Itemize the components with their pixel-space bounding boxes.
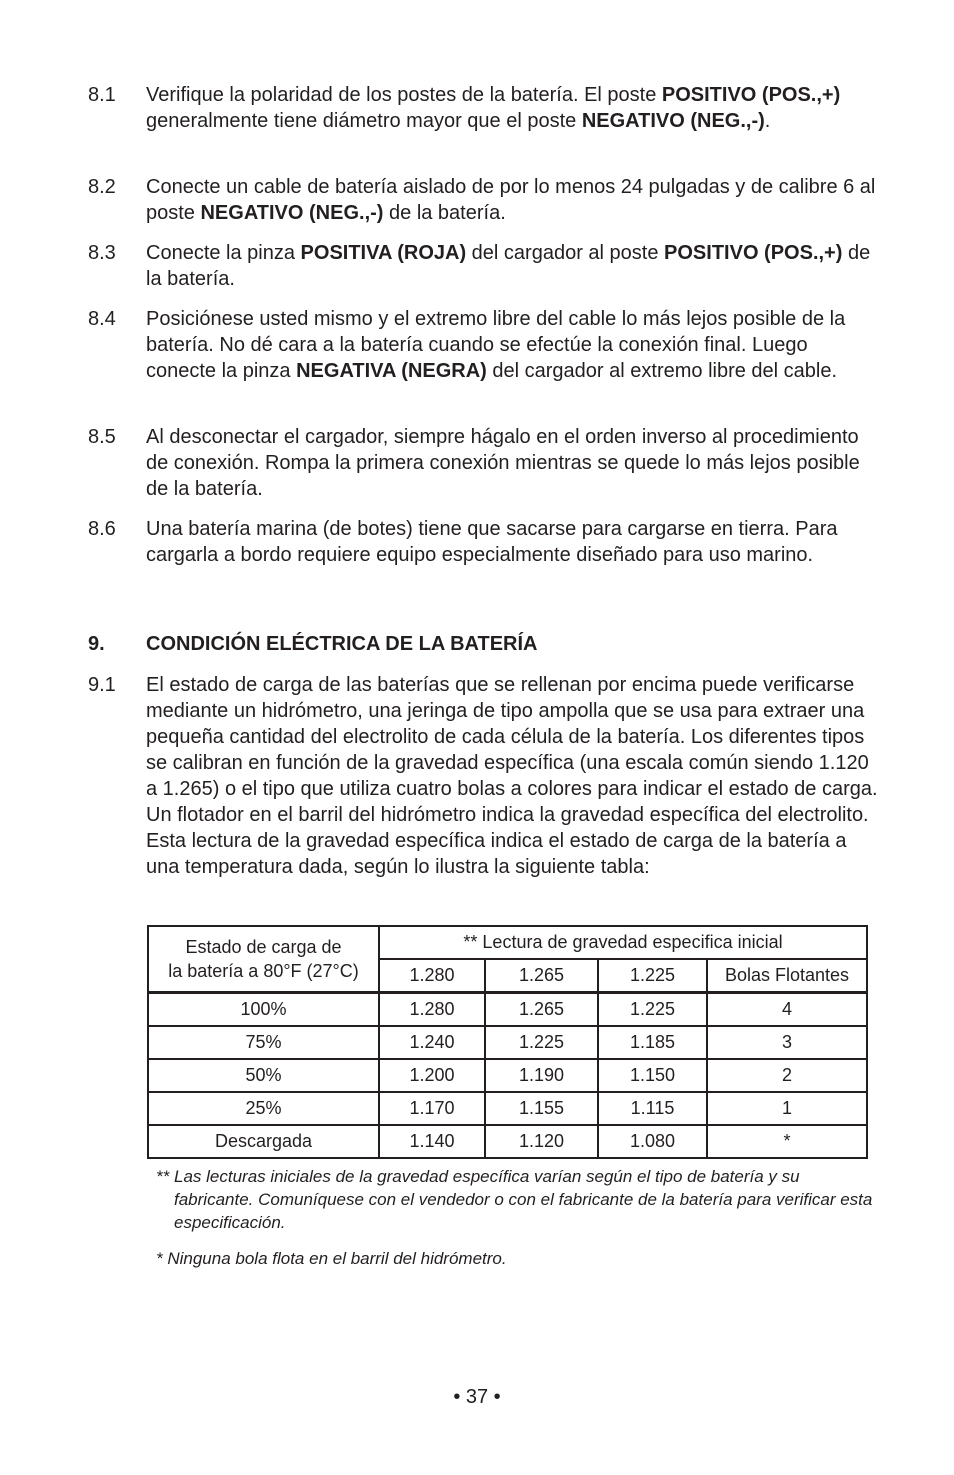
item-8-6 [88,516,878,568]
table-cell: 4 [707,993,867,1027]
item-number: 9.1 [88,674,116,696]
table-cell: 75% [148,1026,379,1059]
table-cell: 1.150 [598,1059,707,1092]
bold-term: NEGATIVA (NEGRA) [296,360,487,382]
table-row [148,1026,867,1059]
item-number: 8.4 [88,308,116,330]
table-cell: 1.155 [485,1092,598,1125]
bold-term: POSITIVA (ROJA) [300,242,467,264]
item-text: El estado de carga de las baterías que se rellenan por encima puede verificarse mediante un hidrómetro, una jeringa de tipo ampolla que se usa para extraer una pequeña cantidad del electrolito de cada célula de la batería. Los diferentes tipos se calibran en función de la gravedad específica (una escala común siendo 1.120 a 1.265) o el tipo que utiliza cuatro bolas a colores para indicar el estado de carga. Un flotador en el barril del hidrómetro indica la gravedad específica del electrolito. Esta lectura de la gravedad específica indica el estado de carga de la batería a una temperatura dada, según lo ilustra la siguiente tabla: [146,674,878,878]
subheader-cell: 1.280 [379,959,485,993]
table-cell: * [707,1125,867,1158]
bold-term: POSITIVO (POS.,+) [664,242,843,264]
table-cell: 1.240 [379,1026,485,1059]
table-cell: 1.080 [598,1125,707,1158]
text-run: Conecte la pinza [146,242,301,264]
item-text [146,82,878,134]
item-8-3 [88,240,878,292]
text-run: Una batería marina (de botes) tiene que sacarse para cargarse en tierra. Para cargarla a bordo requiere equipo especialmente diseñado para uso marino. [146,518,838,566]
table-cell: 3 [707,1026,867,1059]
state-of-charge-header [148,926,379,993]
subheader-cell: 1.265 [485,959,598,993]
table-row [148,993,867,1027]
item-9-1 [88,672,878,880]
table-cell: 25% [148,1092,379,1125]
table-cell: 1.115 [598,1092,707,1125]
footnote-balls: * Ninguna bola flota en el barril del hidrómetro. [156,1249,507,1268]
subheader-cell: Bolas Flotantes [707,959,867,993]
section-number: 9. [88,633,105,655]
table-cell: 1.140 [379,1125,485,1158]
item-8-5 [88,424,878,502]
text-run: de la batería. [383,202,506,224]
text-run: de la batería. [146,242,871,290]
table-cell: 1.120 [485,1125,598,1158]
table-cell: 2 [707,1059,867,1092]
bold-term: POSITIVO (POS.,+) [661,84,841,106]
gravity-group-header: ** Lectura de gravedad especifica inicial [379,926,867,959]
table-cell: 50% [148,1059,379,1092]
item-text [146,174,878,226]
table-cell: 100% [148,993,379,1027]
table-row [148,1059,867,1092]
item-text [146,306,878,384]
table-cell: 1.265 [485,993,598,1027]
table-cell: 1.190 [485,1059,598,1092]
text-run: Verifique la polaridad de los postes de la batería. El poste [146,84,662,106]
table-cell: 1.225 [598,993,707,1027]
table-row [148,1125,867,1158]
table-cell: 1.185 [598,1026,707,1059]
text-run: Posiciónese usted mismo y el extremo libre del cable lo más lejos posible de la batería. No dé cara a la batería cuando se efectúe la conexión final. Luego conecte la pinza [146,308,846,382]
item-8-4 [88,306,878,384]
footnote-mark: ** [156,1167,170,1186]
state-header-line: la batería a 80°F (27°C) [168,961,359,981]
item-text [146,240,878,292]
table-cell: 1.225 [485,1026,598,1059]
text-run: Conecte un cable de batería aislado de por lo menos 24 pulgadas y de calibre 6 al poste [146,176,876,224]
text-run: del cargador al extremo libre del cable. [486,360,838,382]
table-header-row [148,926,867,959]
item-number: 8.3 [88,242,116,264]
item-8-2 [88,174,878,226]
state-header-line: Estado de carga de [185,937,342,957]
page-number: • 37 • [453,1386,501,1408]
text-run: Al desconectar el cargador, siempre hágalo en el orden inverso al procedimiento de conexión. Rompa la primera conexión mientras se quede lo más lejos posible de la batería. [146,426,860,500]
footnote-text: Las lecturas iniciales de la gravedad específica varían según el tipo de batería y su fabricante. Comuníquese con el vendedor o con el fabricante de la batería para verificar esta especificación. [174,1167,873,1232]
table-cell: 1.280 [379,993,485,1027]
table-row [148,1092,867,1125]
section-title: CONDICIÓN ELÉCTRICA DE LA BATERÍA [146,633,538,655]
item-8-1 [88,82,878,134]
subheader-cell: 1.225 [598,959,707,993]
text-run: generalmente tiene diámetro mayor que el poste [146,110,582,132]
item-number: 8.6 [88,518,116,540]
specific-gravity-table [147,925,868,1159]
text-run: . [764,110,771,132]
text-run: del cargador al poste [466,242,665,264]
table-cell: Descargada [148,1125,379,1158]
item-number: 8.5 [88,426,116,448]
table-cell: 1.200 [379,1059,485,1092]
bold-term: NEGATIVO (NEG.,-) [581,110,765,132]
bold-term: NEGATIVO (NEG.,-) [200,202,384,224]
item-number: 8.1 [88,84,116,106]
item-text [146,424,878,502]
item-text [146,516,878,568]
footnote-gravity [156,1165,876,1234]
item-number: 8.2 [88,176,116,198]
table-cell: 1 [707,1092,867,1125]
table-cell: 1.170 [379,1092,485,1125]
